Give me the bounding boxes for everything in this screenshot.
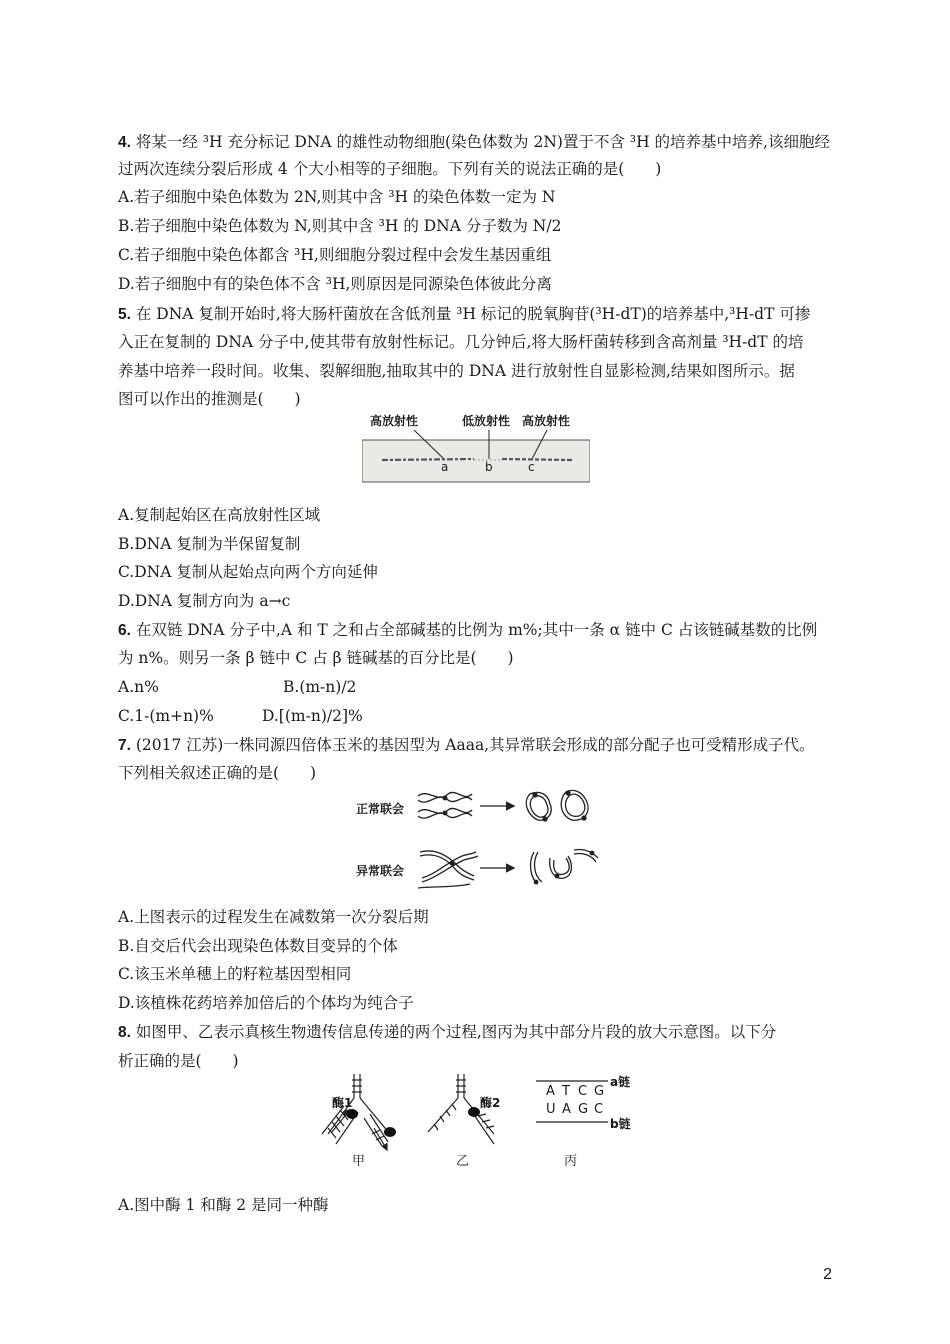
q7-stem-text-1: (2017 江苏)一株同源四倍体玉米的基因型为 Aaaa,其异常联会形成的部分配子也可受精形成子代。 <box>135 736 815 754</box>
q6-stem-line-2: 为 n%。则另一条 β 链中 C 占 β 链碱基的百分比是( ) <box>118 649 514 667</box>
q6-option-c: C.1-(m+n)% <box>118 707 214 725</box>
q4-option-b: B.若子细胞中染色体数为 N,则其中含 ³H 的 DNA 分子数为 N/2 <box>118 217 562 235</box>
q7-number: 7. <box>118 737 131 754</box>
label-enzyme-1: 酶1 <box>332 1096 353 1110</box>
q5-stem-line-2: 入正在复制的 DNA 分子中,使其带有放射性标记。几分钟后,将大肠杆菌转移到含高剂量 ³H-dT 的培 <box>118 333 804 351</box>
autoradiograph-figure <box>362 408 590 483</box>
q5-stem-line-1 <box>118 303 810 326</box>
point-c: c <box>528 460 535 474</box>
label-chain-a: a链 <box>610 1075 631 1089</box>
label-chain-b: b链 <box>610 1117 631 1131</box>
caption-yi: 乙 <box>456 1154 470 1169</box>
replication-transcription-drawing <box>318 1072 636 1168</box>
label-high-radioactivity-2: 高放射性 <box>522 414 571 428</box>
base-top-2: T <box>562 1084 570 1099</box>
autoradiograph-image <box>362 408 590 483</box>
base-bottom-2: A <box>562 1102 571 1117</box>
q6-option-a: A.n% <box>118 678 159 696</box>
q4-option-a: A.若子细胞中染色体数为 2N,则其中含 ³H 的染色体数一定为 N <box>118 188 556 206</box>
base-bottom-3: G <box>578 1102 589 1117</box>
q5-option-a: A.复制起始区在高放射性区域 <box>118 506 321 524</box>
q7-option-c: C.该玉米单穗上的籽粒基因型相同 <box>118 965 352 983</box>
q4-number: 4. <box>118 134 131 151</box>
q6-option-b: B.(m-n)/2 <box>283 678 357 696</box>
q6-number: 6. <box>118 622 131 639</box>
q5-number: 5. <box>118 306 131 323</box>
synapsis-figure <box>352 782 604 892</box>
point-b: b <box>485 460 493 474</box>
label-low-radioactivity: 低放射性 <box>462 414 511 428</box>
q8-number: 8. <box>118 1024 131 1041</box>
base-bottom-4: C <box>594 1102 604 1117</box>
q4-option-c: C.若子细胞中染色体都含 ³H,则细胞分裂过程中会发生基因重组 <box>118 246 552 264</box>
q5-option-d: D.DNA 复制方向为 a→c <box>118 592 291 610</box>
q6-stem-line-1 <box>118 619 817 642</box>
base-top-1: A <box>546 1084 555 1099</box>
q4-stem-line-2: 过两次连续分裂后形成 4 个大小相等的子细胞。下列有关的说法正确的是( ) <box>118 160 662 178</box>
label-enzyme-2: 酶2 <box>480 1096 501 1110</box>
base-bottom-1: U <box>546 1102 556 1117</box>
label-normal-synapsis: 正常联会 <box>356 802 405 816</box>
base-top-3: C <box>578 1084 588 1099</box>
q4-stem-text-1: 将某一经 ³H 充分标记 DNA 的雄性动物细胞(染色体数为 2N)置于不含 ³H 的培养基中培养,该细胞经 <box>135 133 830 151</box>
q5-option-b: B.DNA 复制为半保留复制 <box>118 535 301 553</box>
label-high-radioactivity-1: 高放射性 <box>370 414 419 428</box>
page-number: 2 <box>823 1266 832 1283</box>
q5-option-c: C.DNA 复制从起始点向两个方向延伸 <box>118 563 378 581</box>
q4-option-d: D.若子细胞中有的染色体不含 ³H,则原因是同源染色体彼此分离 <box>118 275 552 293</box>
q5-stem-line-4: 图可以作出的推测是( ) <box>118 390 301 408</box>
q7-option-b: B.自交后代会出现染色体数目变异的个体 <box>118 937 398 955</box>
q8-stem-line-2: 析正确的是( ) <box>118 1052 239 1070</box>
base-top-4: G <box>594 1084 605 1099</box>
q5-stem-text-1: 在 DNA 复制开始时,将大肠杆菌放在含低剂量 ³H 标记的脱氧胸苷(³H-dT)的培养基中,³H-dT 可掺 <box>135 305 811 323</box>
q8-option-a: A.图中酶 1 和酶 2 是同一种酶 <box>118 1196 329 1214</box>
q7-option-d: D.该植株花药培养加倍后的个体均为纯合子 <box>118 994 414 1012</box>
replication-transcription-figure <box>318 1072 636 1168</box>
q8-stem-line-1 <box>118 1021 776 1044</box>
caption-bing: 丙 <box>564 1154 578 1169</box>
q6-stem-text-1: 在双链 DNA 分子中,A 和 T 之和占全部碱基的比例为 m%;其中一条 α 链中 C 占该链碱基数的比例 <box>135 621 818 639</box>
q7-option-a: A.上图表示的过程发生在减数第一次分裂后期 <box>118 908 429 926</box>
q7-stem-line-2: 下列相关叙述正确的是( ) <box>118 764 317 782</box>
caption-jia: 甲 <box>352 1154 366 1169</box>
q6-option-d: D.[(m-n)/2]% <box>262 707 363 725</box>
q8-stem-text-1: 如图甲、乙表示真核生物遗传信息传递的两个过程,图丙为其中部分片段的放大示意图。以下分 <box>135 1023 777 1041</box>
synapsis-drawing <box>352 782 604 892</box>
label-abnormal-synapsis: 异常联会 <box>356 864 405 878</box>
q7-stem-line-1 <box>118 734 815 757</box>
point-a: a <box>441 460 449 474</box>
q5-stem-line-3: 养基中培养一段时间。收集、裂解细胞,抽取其中的 DNA 进行放射性自显影检测,结果如图所示。据 <box>118 362 795 380</box>
q4-stem-line-1 <box>118 131 830 154</box>
